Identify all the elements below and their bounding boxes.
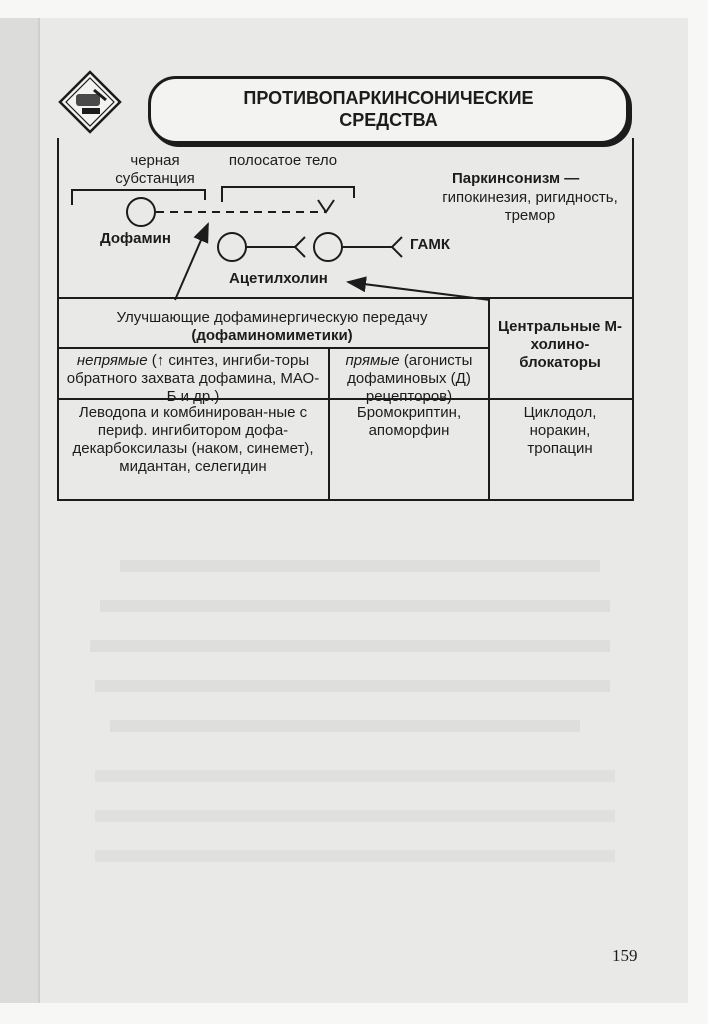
title-line-2: СРЕДСТВА	[339, 110, 438, 130]
indirect-cell	[64, 352, 322, 406]
direct-description: (агонисты дофаминовых (Д) рецепторов)	[347, 352, 473, 405]
dopamine-label: Дофамин	[100, 230, 171, 247]
gaba-label: ГАМК	[410, 236, 451, 253]
indirect-label: непрямые	[76, 352, 148, 369]
table-top-line	[57, 297, 632, 299]
direct-drugs-cell: Бромокриптин, апоморфин	[356, 404, 462, 439]
direct-cell	[333, 352, 485, 406]
striatum-label: полосатое тело	[228, 152, 338, 169]
page-number: 159	[612, 946, 638, 965]
parkinsonism-title: Паркинсонизм —	[452, 170, 580, 187]
dopaminomimetics-header	[62, 309, 482, 345]
indirect-description: (↑ синтез, ингиби-торы обратного захвата дофамина, МАО-Б и др.)	[66, 352, 320, 405]
acetylcholine-label: Ацетилхолин	[229, 270, 328, 287]
cholinoblocker-drugs-cell: Циклодол, норакин, тропацин	[523, 404, 597, 457]
header-plain-text: Улучшающие дофаминергическую передачу	[116, 309, 428, 326]
indirect-drugs-cell: Леводопа и комбинирован-ные с периф. ингибитором дофа-декарбоксилазы (наком, синемет), мидантан, селегидин	[72, 404, 314, 475]
table-col-divider-middle	[328, 347, 330, 499]
cholinoblockers-header: Центральные М-холино-блокаторы	[497, 318, 622, 371]
header-bold-text: (дофаминомиметики)	[191, 327, 353, 344]
substantia-nigra-label: черная субстанция	[115, 152, 195, 187]
table-header-divider	[57, 347, 489, 349]
title-line-1: ПРОТИВОПАРКИНСОНИЧЕСКИЕ	[243, 88, 534, 108]
direct-label: прямые	[345, 352, 400, 369]
table-col-divider-right	[488, 297, 490, 499]
parkinsonism-description: гипокинезия, ригидность, тремор	[442, 189, 618, 224]
